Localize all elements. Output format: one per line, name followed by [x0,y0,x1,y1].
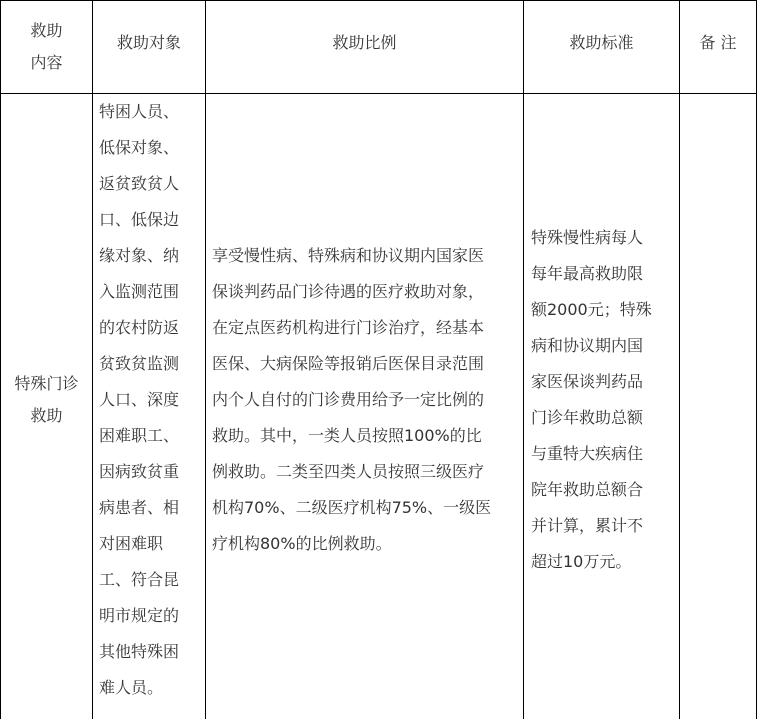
cell-ratio: 享受慢性病、特殊病和协议期内国家医 保谈判药品门诊待遇的医疗救助对象， 在定点医药机构进行门诊治疗，经基本 医保、大病保险等报销后医保目录范围 内个人自付的门诊费用给予一定比例的 救助。其中，一类人员按照100%的比 例救助。二类至四类人员按照三级医疗 机构70%、二级医疗机构75%、一级医 疗机构80%的比例救助。 [212,246,492,553]
header-target: 救助对象 [116,32,181,52]
cell-target: 特困人员、 低保对象、 返贫致贫人 口、低保边 缘对象、纳 入监测范围 的农村防返 贫致贫监测 人口、深度 困难职工、 因病致贫重 病患者、相 对困难职 工、符合昆 明市规定的 其他特殊困 难人员。 [99,102,180,697]
column-divider-4 [679,0,680,719]
column-divider-2 [205,0,206,719]
header-remarks: 备 注 [699,32,737,52]
header-standard: 救助标准 [569,32,634,52]
column-divider-1 [92,0,93,719]
header-ratio: 救助比例 [332,32,397,52]
column-divider-3 [523,0,524,719]
cell-standard: 特殊慢性病每人 每年最高救助限 额2000元；特殊 病和协议期内国 家医保谈判药品 门诊年救助总额 与重特大疾病住 院年救助总额合 并计算，累计不 超过10万元。 [531,228,652,571]
cell-content: 特殊门诊 救助 [14,374,79,425]
header-content: 救助 内容 [30,21,63,72]
